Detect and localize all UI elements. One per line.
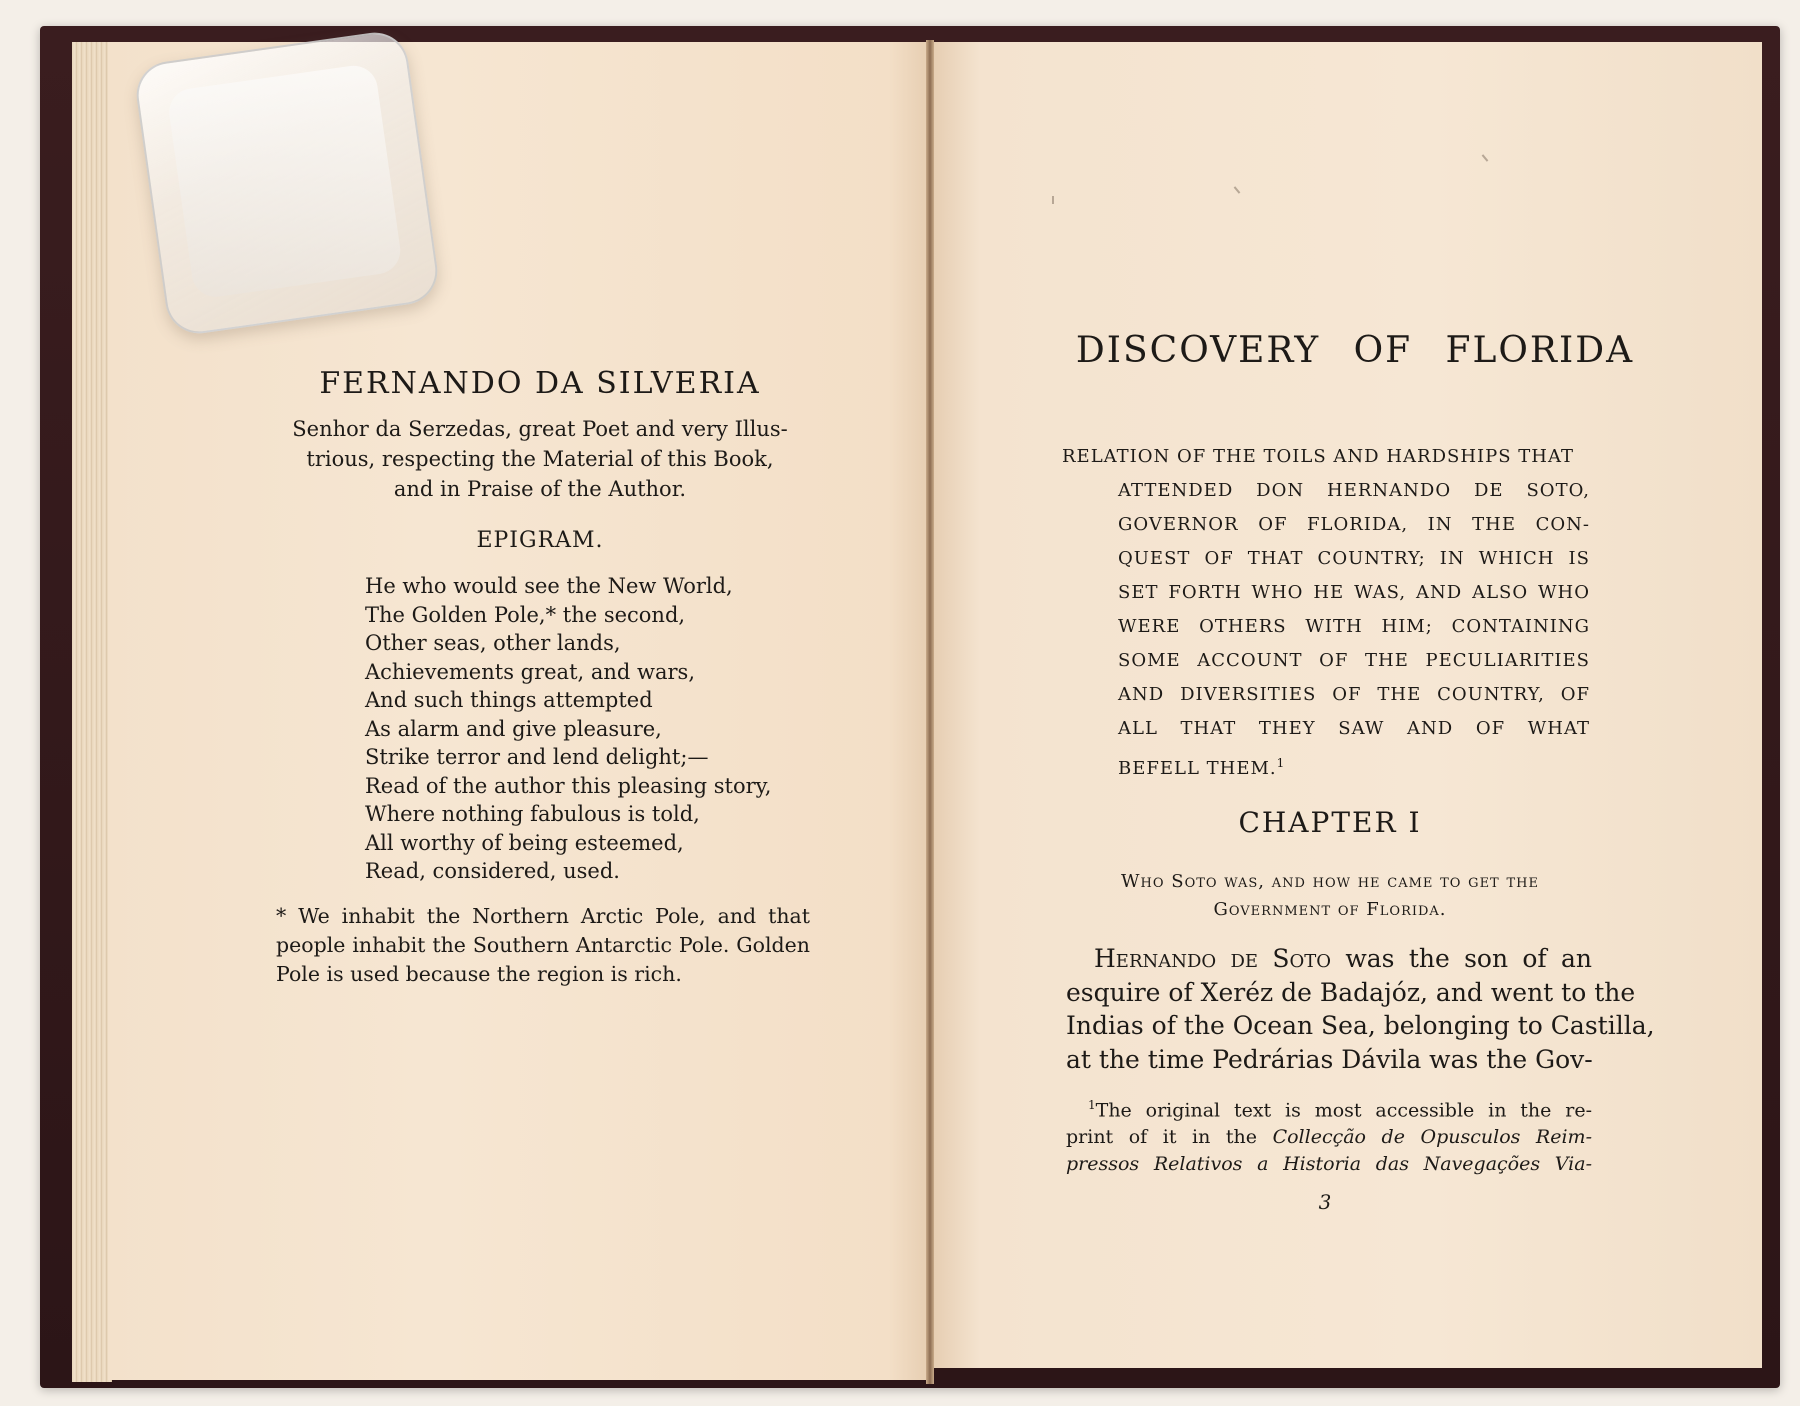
right-page-title: DISCOVERY OF FLORIDA bbox=[1075, 330, 1635, 371]
page-speck bbox=[1052, 196, 1054, 204]
chapter-title: CHAPTER I bbox=[1238, 806, 1422, 839]
footnote-italic: Collecção de Opusculos Reim- bbox=[1272, 1126, 1592, 1149]
body-line: esquire of Xeréz de Badajóz, and went to the bbox=[1066, 977, 1636, 1007]
relation-line-last bbox=[1062, 746, 1590, 786]
subtitle-line: and in Praise of the Author. bbox=[393, 477, 687, 501]
book-gutter bbox=[926, 40, 934, 1384]
chapter-body bbox=[1066, 942, 1655, 1076]
epigram-poem bbox=[365, 572, 785, 886]
glass-paperweight bbox=[132, 28, 441, 337]
poem-line: Strike terror and lend delight;— bbox=[365, 745, 709, 769]
page-edges bbox=[72, 42, 112, 1382]
relation-last-text: BEFELL THEM. bbox=[1118, 758, 1277, 779]
footnote-line bbox=[1066, 1151, 1592, 1178]
left-page-subtitle bbox=[270, 414, 810, 504]
right-page-footnote bbox=[1066, 1092, 1592, 1178]
left-page-title: FERNANDO DA SILVERIA bbox=[319, 366, 761, 401]
relation-line: QUEST OF THAT COUNTRY; IN WHICH IS bbox=[1118, 548, 1590, 569]
poem-line: He who would see the New World, bbox=[365, 574, 733, 598]
epigram-title: EPIGRAM. bbox=[476, 528, 604, 553]
body-lead-name: Hernando de Soto bbox=[1094, 944, 1332, 973]
chapter-subtitle-line: Who Soto was, and how he came to get the bbox=[1121, 871, 1539, 892]
body-line: at the time Pedrárias Dávila was the Gov- bbox=[1066, 1044, 1593, 1074]
poem-line: Read of the author this pleasing story, bbox=[365, 773, 772, 798]
relation-line: ALL THAT THEY SAW AND OF WHAT bbox=[1118, 718, 1590, 739]
relation-line: SOME ACCOUNT OF THE PECULIARITIES bbox=[1118, 650, 1590, 671]
subtitle-line: Senhor da Serzedas, great Poet and very Illus- bbox=[292, 417, 788, 441]
left-page-footnote: * We inhabit the Northern Arctic Pole, and that people inhabit the Southern Antarctic Pole. Golden Pole is used because the region is rich. bbox=[276, 904, 810, 986]
footnote-line bbox=[1066, 1092, 1592, 1124]
glass-paperweight-face bbox=[166, 63, 403, 300]
chapter-subtitle-line: Government of Florida. bbox=[1213, 899, 1447, 920]
footnote-marker: 1 bbox=[1088, 1098, 1096, 1112]
chapter-subtitle bbox=[1060, 868, 1600, 924]
poem-line: Other seas, other lands, bbox=[365, 631, 621, 655]
relation-line: ATTENDED DON HERNANDO DE SOTO, bbox=[1118, 480, 1590, 501]
footnote-text: The original text is most accessible in the re- bbox=[1095, 1099, 1592, 1122]
poem-line: Achievements great, and wars, bbox=[365, 659, 696, 684]
footnote-line bbox=[1066, 1124, 1592, 1151]
poem-line: Where nothing fabulous is told, bbox=[365, 802, 700, 826]
footnote-marker: 1 bbox=[1276, 756, 1286, 770]
relation-line: WERE OTHERS WITH HIM; CONTAINING bbox=[1118, 616, 1590, 637]
subtitle-line: trious, respecting the Material of this Book, bbox=[306, 447, 774, 471]
relation-line: GOVERNOR OF FLORIDA, IN THE CON- bbox=[1118, 514, 1590, 535]
body-first-line-rest: was the son of an bbox=[1331, 944, 1593, 973]
relation-line: SET FORTH WHO HE WAS, AND ALSO WHO bbox=[1118, 582, 1590, 603]
relation-line: RELATION OF THE TOILS AND HARDSHIPS THAT bbox=[1062, 446, 1575, 467]
page-number: 3 bbox=[1318, 1190, 1332, 1214]
footnote-text: print of it in the bbox=[1066, 1126, 1273, 1149]
poem-line: As alarm and give pleasure, bbox=[365, 716, 662, 741]
poem-line: The Golden Pole,* the second, bbox=[365, 602, 686, 627]
poem-line: All worthy of being esteemed, bbox=[365, 830, 684, 855]
poem-line: And such things attempted bbox=[365, 688, 653, 712]
footnote-italic: pressos Relativos a Historia das Navegações Via- bbox=[1066, 1153, 1592, 1176]
relation-line: AND DIVERSITIES OF THE COUNTRY, OF bbox=[1118, 684, 1590, 705]
body-line: Indias of the Ocean Sea, belonging to Castilla, bbox=[1066, 1011, 1655, 1040]
poem-line: Read, considered, used. bbox=[365, 859, 620, 883]
relation-heading bbox=[1062, 440, 1590, 786]
body-line bbox=[1066, 942, 1592, 976]
